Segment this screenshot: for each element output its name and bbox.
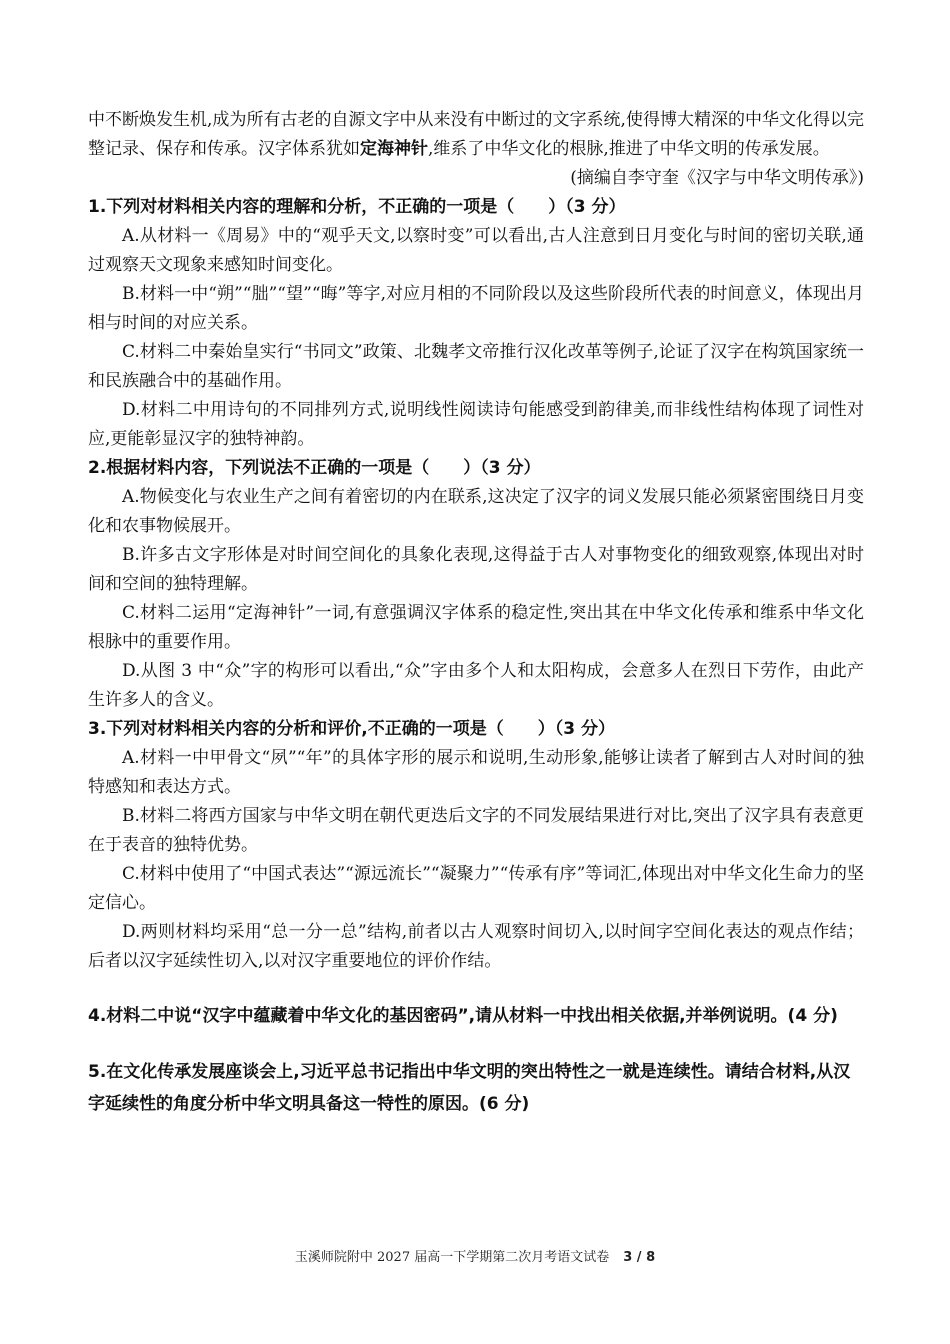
question-2-option-a: A.物候变化与农业生产之间有着密切的内在联系,这决定了汉字的词义发展只能必须紧密围绕日月变化和农事物候展开。 [88,487,864,536]
question-5-stem: 5.在文化传承发展座谈会上,习近平总书记指出中华文明的突出特性之一就是连续性。请结合材料,从汉字延续性的角度分析中华文明具备这一特性的原因。(6 分) [88,1062,851,1114]
intro-text-1: 中不断焕发生机,成为所有古老的自源文字中从来没有中断过的文字系统,使得博大精深的中华文化得以完整记录、保存和传承。汉字体系犹如 [88,110,864,159]
question-1-option-a: A.从材料一《周易》中的“观乎天文,以察时变”可以看出,古人注意到日月变化与时间的密切关联,通过观察天文现象来感知时间变化。 [88,226,864,275]
spacer [88,1032,864,1056]
intro-paragraph [88,106,864,164]
question-3-option-d: D.两则材料均采用“总一分一总”结构,前者以古人观察时间切入,以时间字空间化表达的观点作结；后者以汉字延续性切入,以对汉字重要地位的评价作结。 [88,922,864,971]
question-2-stem: 2.根据材料内容，下列说法不正确的一项是（ ）（3 分） [88,458,541,478]
question-2-option-b: B.许多古文字形体是对时间空间化的具象化表现,这得益于古人对事物变化的细致观察,体现出对时间和空间的独特理解。 [88,545,864,594]
question-3-stem: 3.下列对材料相关内容的分析和评价,不正确的一项是（ ）（3 分） [88,719,615,739]
question-1-option-c: C.材料二中秦始皇实行“书同文”政策、北魏孝文帝推行汉化改革等例子,论证了汉字在构筑国家统一和民族融合中的基础作用。 [88,342,864,391]
question-2-option-c: C.材料二运用“定海神针”一词,有意强调汉字体系的稳定性,突出其在中华文化传承和维系中华文化根脉中的重要作用。 [88,603,864,652]
spacer [88,976,864,1000]
source-citation: (摘编自李守奎《汉字与中华文明传承》) [570,168,864,188]
question-1-stem: 1.下列对材料相关内容的理解和分析，不正确的一项是（ ）（3 分） [88,197,626,217]
question-2-option-d: D.从图 3 中“众”字的构形可以看出,“众”字由多个人和太阳构成，会意多人在烈日下劳作，由此产生许多人的含义。 [88,661,864,710]
question-1-option-b: B.材料一中“朔”“朏”“望”“晦”等字,对应月相的不同阶段以及这些阶段所代表的时间意义，体现出月相与时间的对应关系。 [88,284,864,333]
question-3-option-b: B.材料二将西方国家与中华文明在朝代更迭后文字的不同发展结果进行对比,突出了汉字具有表意更在于表音的独特优势。 [88,806,864,855]
question-3-option-c: C.材料中使用了“中国式表达”“源远流长”“凝聚力”“传承有序”等词汇,体现出对中华文化生命力的坚定信心。 [88,864,864,913]
intro-text-2: ,维系了中华文化的根脉,推进了中华文明的传承发展。 [428,139,830,159]
intro-bold-phrase: 定海神针 [360,139,428,159]
exam-page [88,106,864,1120]
page-footer [0,1246,950,1265]
question-1-option-d: D.材料二中用诗句的不同排列方式,说明线性阅读诗句能感受到韵律美,而非线性结构体现了词性对应,更能彰显汉字的独特神韵。 [88,400,864,449]
footer-exam-title: 玉溪师院附中 2027 届高一下学期第二次月考语文试卷 [294,1250,610,1265]
question-3-option-a: A.材料一中甲骨文“夙”“年”的具体字形的展示和说明,生动形象,能够让读者了解到古人对时间的独特感知和表达方式。 [88,748,864,797]
page-number: 3 / 8 [623,1250,656,1265]
question-4-stem: 4.材料二中说“汉字中蕴藏着中华文化的基因密码”,请从材料一中找出相关依据,并举例说明。(4 分) [88,1006,838,1026]
